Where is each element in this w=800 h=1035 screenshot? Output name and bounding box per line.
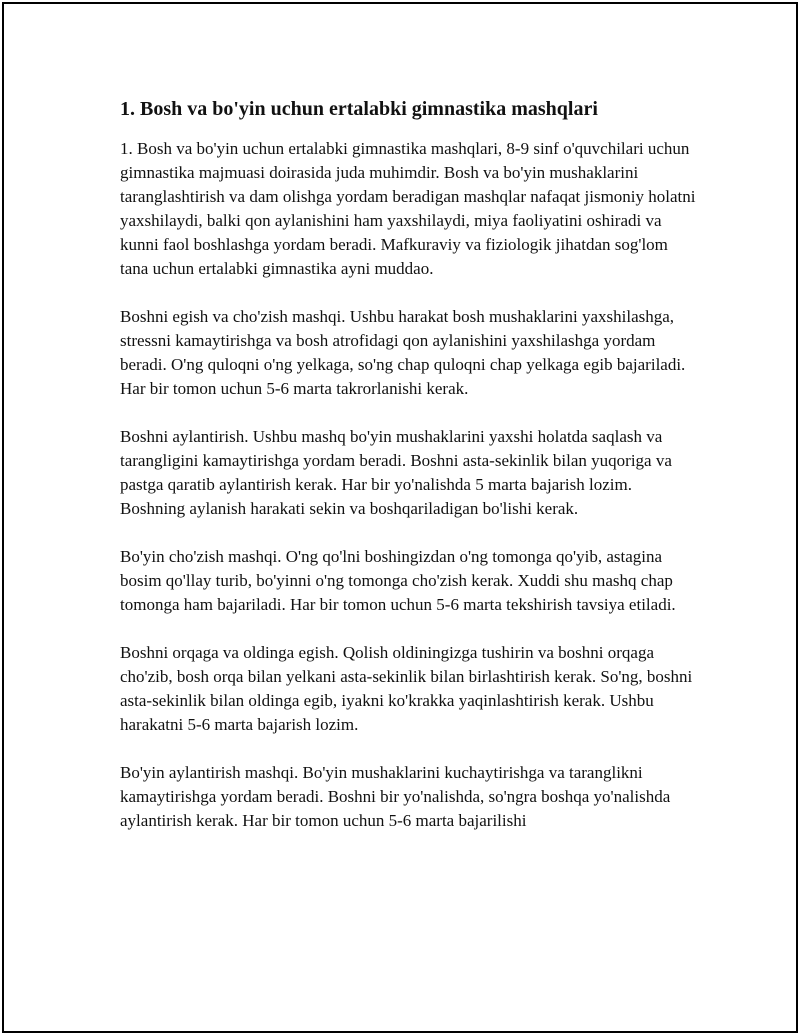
paragraph-head-tilt: Boshni egish va cho'zish mashqi. Ushbu harakat bosh mushaklarini yaxshilashga, stressni kamaytirishga va bosh atrofidagi qon aylanishini yaxshilashga yordam beradi. O'ng quloqni o'ng yelkaga, so'ng chap quloqni chap yelkaga egib bajariladi. Har bir tomon uchun 5-6 marta takrorlanishi kerak. <box>120 307 686 398</box>
paragraph-head-rotation: Boshni aylantirish. Ushbu mashq bo'yin mushaklarini yaxshi holatda saqlash va tarangligini kamaytirishga yordam beradi. Boshni asta-sekinlik bilan yuqoriga va pastga qaratib aylantirish kerak. Har bir yo'nalishda 5 marta bajarish lozim. Boshning aylanish harakati sekin va boshqariladigan bo'lishi kerak. <box>120 427 672 518</box>
paragraph-neck-stretch: Bo'yin cho'zish mashqi. O'ng qo'lni boshingizdan o'ng tomonga qo'yib, astagina bosim qo'llay turib, bo'yinni o'ng tomonga cho'zish kerak. Xuddi shu mashq chap tomonga ham bajariladi. Har bir tomon uchun 5-6 marta tekshirish tavsiya etiladi. <box>120 547 676 614</box>
section-heading: 1. Bosh va bo'yin uchun ertalabki gimnastika mashqlari <box>120 98 598 120</box>
paragraph-neck-rotation: Bo'yin aylantirish mashqi. Bo'yin mushaklarini kuchaytirishga va taranglikni kamaytirishga yordam beradi. Boshni bir yo'nalishda, so'ngra boshqa yo'nalishda aylantirish kerak. Har bir tomon uchun 5-6 marta bajarilishi <box>120 763 671 830</box>
page-frame <box>2 2 798 1033</box>
document-body <box>120 94 700 857</box>
paragraph-head-back-forward: Boshni orqaga va oldinga egish. Qolish oldiningizga tushirin va boshni orqaga cho'zib, bosh orqa bilan yelkani asta-sekinlik bilan birlashtirish kerak. So'ng, boshni asta-sekinlik bilan oldinga egib, iyakni ko'krakka yaqinlashtirish kerak. Ushbu harakatni 5-6 marta bajarish lozim. <box>120 643 693 734</box>
paragraph-intro: 1. Bosh va bo'yin uchun ertalabki gimnastika mashqlari, 8-9 sinf o'quvchilari uchun gimnastika majmuasi doirasida juda muhimdir. Bosh va bo'yin mushaklarini taranglashtirish va dam olishga yordam beradigan mashqlar nafaqat jismoniy holatni yaxshilaydi, balki qon aylanishini ham yaxshilaydi, miya faoliyatini oshiradi va kunni faol boshlashga yordam beradi. Mafkuraviy va fiziologik jihatdan sog'lom tana uchun ertalabki gimnastika ayni muddao. <box>120 139 696 278</box>
